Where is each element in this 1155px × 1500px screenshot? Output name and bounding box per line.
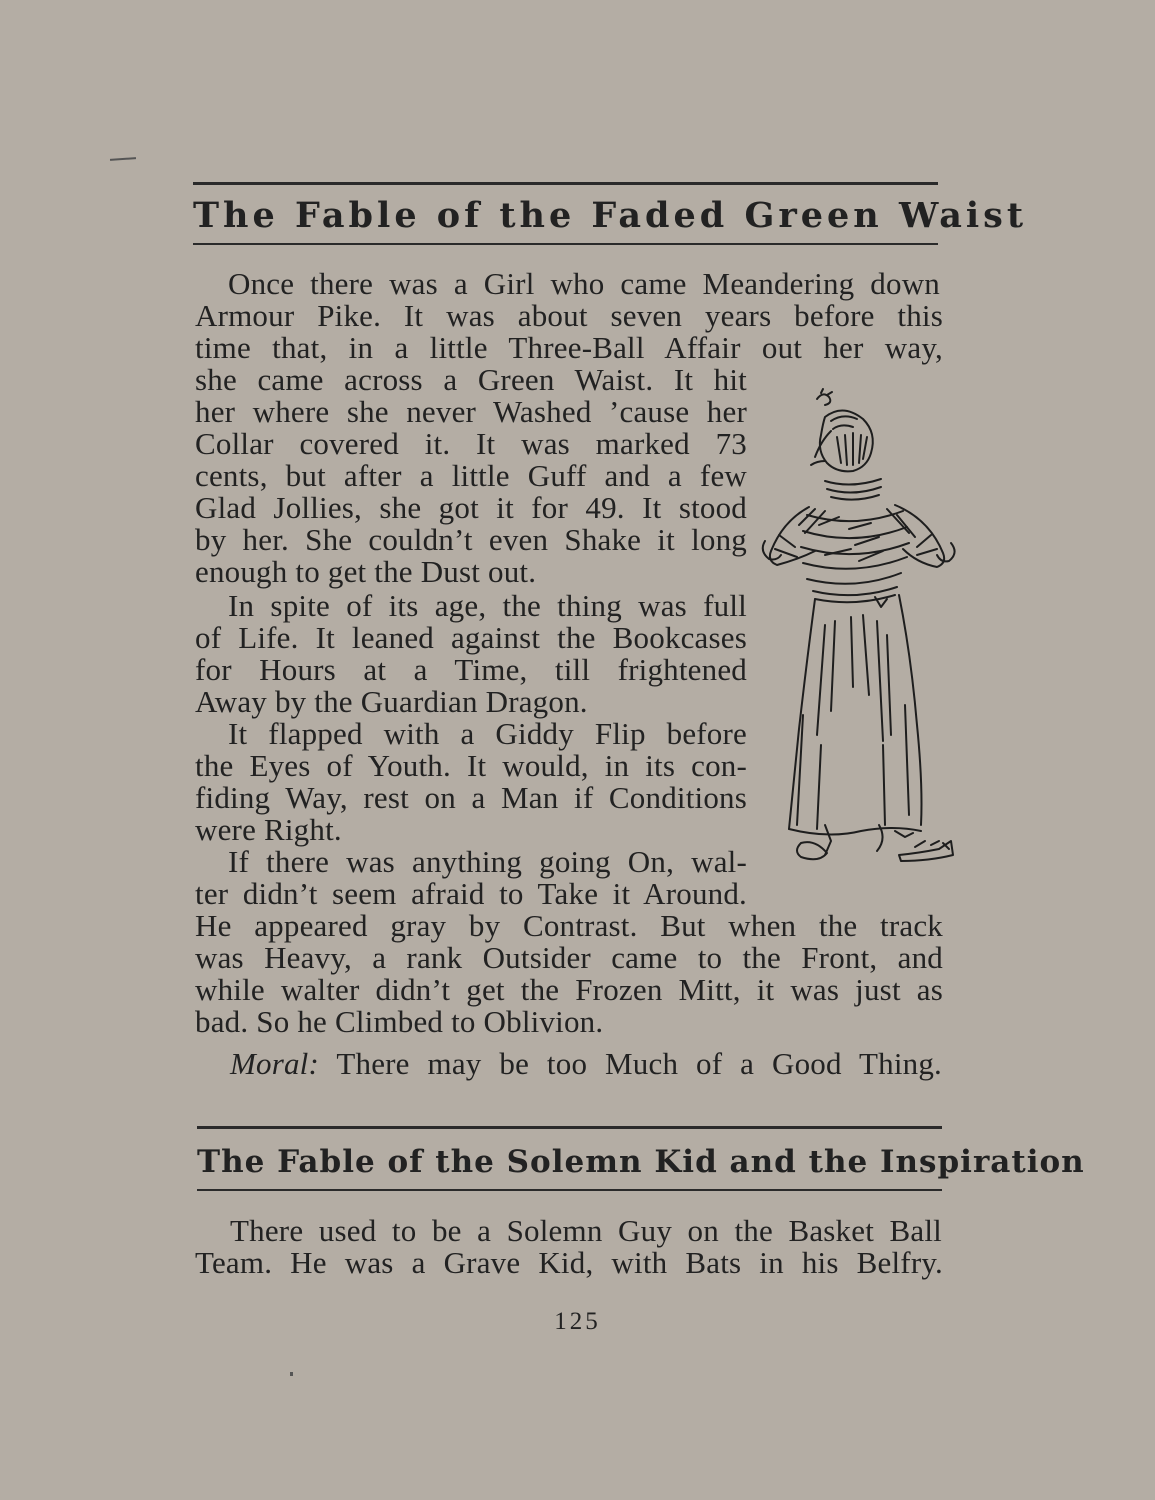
body-line: Team. He was a Grave Kid, with Bats in his Belfry. (195, 1245, 943, 1280)
page-speck (110, 157, 136, 161)
body-line: by her. She couldn’t even Shake it long (195, 522, 747, 557)
title-rule-bottom (197, 1189, 942, 1191)
body-line: of Life. It leaned against the Bookcases (195, 620, 747, 655)
woman-in-waist-illustration (755, 385, 970, 890)
moral-text: There may be too Much of a Good Thing. (336, 1046, 942, 1081)
fable2-title: The Fable of the Solemn Kid and the Inspiration (197, 1144, 1085, 1180)
body-line: was Heavy, a rank Outsider came to the Front, and (195, 940, 943, 975)
body-line: for Hours at a Time, till frightened (195, 652, 747, 687)
body-line: were Right. (195, 812, 342, 847)
moral-label: Moral: (230, 1046, 320, 1081)
title-rule-bottom (193, 243, 938, 245)
body-line: In spite of its age, the thing was full (228, 588, 747, 623)
body-line: enough to get the Dust out. (195, 554, 537, 589)
body-line: Away by the Guardian Dragon. (195, 684, 588, 719)
page-speck (290, 1372, 293, 1376)
body-line: If there was anything going On, wal- (228, 844, 747, 879)
body-line: cents, but after a little Guff and a few (195, 458, 747, 493)
body-line: fiding Way, rest on a Man if Conditions (195, 780, 747, 815)
body-line: There used to be a Solemn Guy on the Basket Ball (230, 1213, 942, 1248)
body-line: the Eyes of Youth. It would, in its con- (195, 748, 747, 783)
moral-line (230, 1048, 942, 1080)
body-line: bad. So he Climbed to Oblivion. (195, 1004, 604, 1039)
body-line: Once there was a Girl who came Meandering down (228, 266, 940, 301)
body-line: Glad Jollies, she got it for 49. It stood (195, 490, 747, 525)
body-line: she came across a Green Waist. It hit (195, 362, 747, 397)
body-line: time that, in a little Three-Ball Affair out her way, (195, 330, 943, 365)
body-line: ter didn’t seem afraid to Take it Around. (195, 876, 747, 911)
title-rule-top (193, 182, 938, 185)
body-line: He appeared gray by Contrast. But when the track (195, 908, 943, 943)
body-line: It flapped with a Giddy Flip before (228, 716, 747, 751)
fable1-title: The Fable of the Faded Green Waist (193, 195, 1028, 236)
body-line: while walter didn’t get the Frozen Mitt, it was just as (195, 972, 943, 1007)
body-line: Armour Pike. It was about seven years before this (195, 298, 943, 333)
body-line: her where she never Washed ’cause her (195, 394, 747, 429)
page-number: 125 (554, 1308, 601, 1335)
title-rule-top (197, 1126, 942, 1129)
body-line: Collar covered it. It was marked 73 (195, 426, 747, 461)
